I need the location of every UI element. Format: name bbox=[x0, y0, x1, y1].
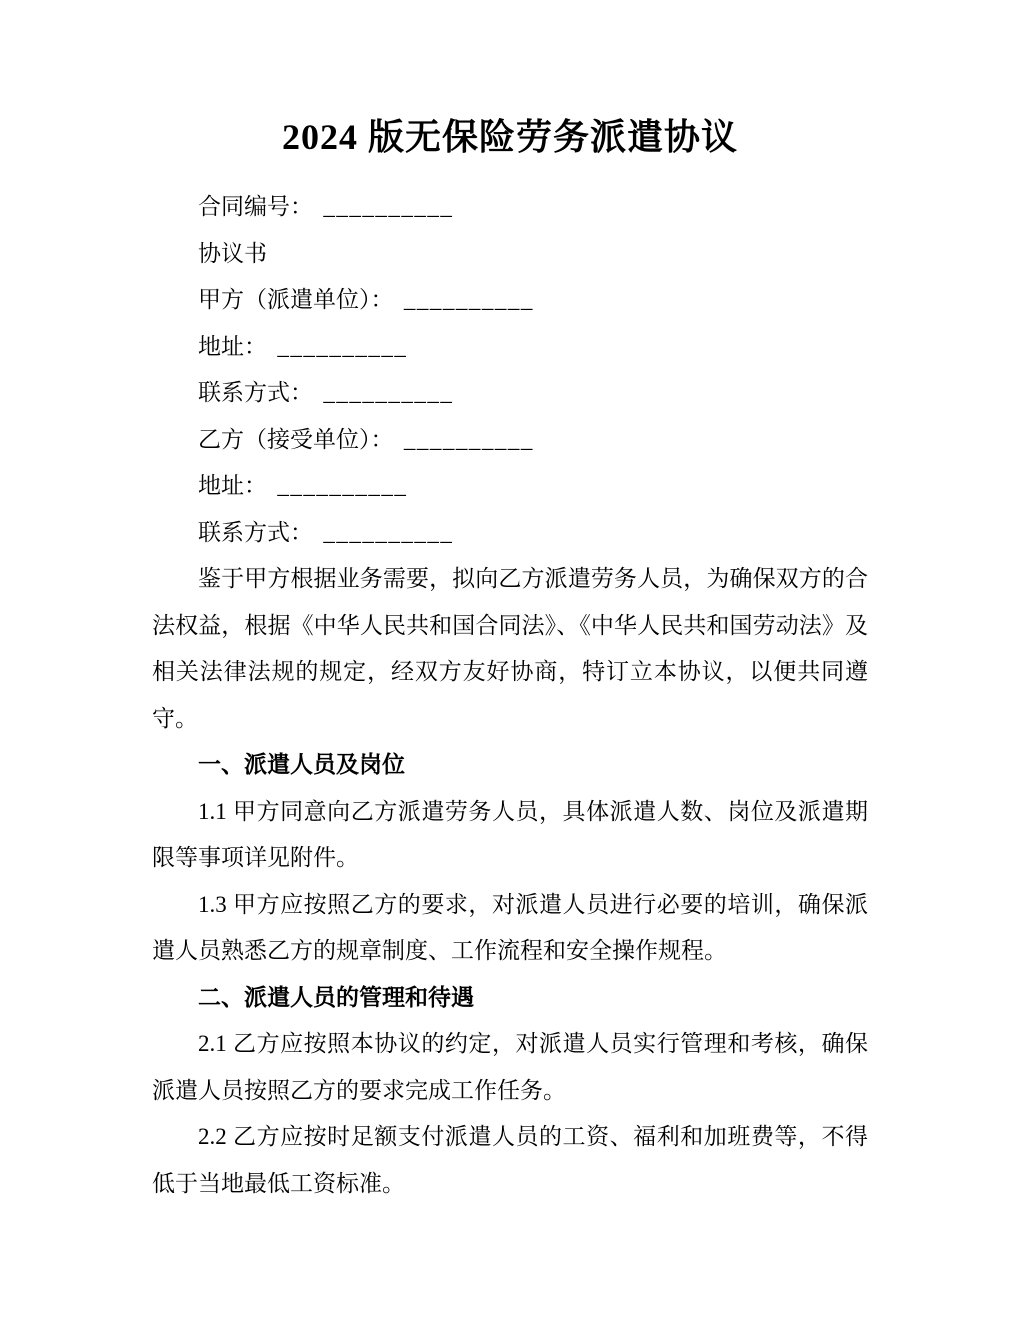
party-a-contact-line bbox=[152, 370, 868, 417]
party-b-label: 乙方（接受单位）： bbox=[198, 426, 394, 452]
party-b-contact-line bbox=[152, 510, 868, 557]
party-a-line bbox=[152, 277, 868, 324]
party-a-contact-label: 联系方式： bbox=[198, 380, 313, 405]
party-a-blank: __________ bbox=[403, 287, 534, 312]
contract-number-label: 合同编号： bbox=[198, 194, 313, 219]
party-a-address-label: 地址： bbox=[198, 333, 267, 359]
section-1-heading: 一、派遣人员及岗位 bbox=[198, 752, 405, 777]
document-body bbox=[152, 184, 868, 1207]
clause-1-3: 1.3 甲方应按照乙方的要求，对派遣人员进行必要的培训，确保派遣人员熟悉乙方的规章制度、工作流程和安全操作规程。 bbox=[152, 891, 868, 963]
party-b-contact-label: 联系方式： bbox=[198, 519, 313, 545]
clause-1-1: 1.1 甲方同意向乙方派遣劳务人员，具体派遣人数、岗位及派遣期限等事项详见附件。 bbox=[152, 798, 868, 870]
party-b-contact-blank: __________ bbox=[323, 519, 454, 545]
contract-number-line bbox=[152, 184, 868, 231]
party-b-blank: __________ bbox=[403, 426, 534, 452]
preamble-paragraph: 鉴于甲方根据业务需要，拟向乙方派遣劳务人员，为确保双方的合法权益，根据《中华人民共和国合同法》、《中华人民共和国劳动法》及相关法律法规的规定，经双方友好协商，特订立本协议，以便共同遵守。 bbox=[152, 566, 868, 731]
agreement-doc-label-line bbox=[152, 231, 868, 278]
section-2-heading: 二、派遣人员的管理和待遇 bbox=[198, 984, 474, 1010]
party-a-address-line bbox=[152, 324, 868, 371]
party-b-address-blank: __________ bbox=[277, 473, 408, 498]
contract-number-blank: __________ bbox=[323, 194, 454, 219]
agreement-doc-label: 协议书 bbox=[198, 240, 267, 266]
party-a-label: 甲方（派遣单位）： bbox=[198, 287, 394, 312]
party-b-line bbox=[152, 417, 868, 464]
party-a-address-blank: __________ bbox=[277, 333, 408, 359]
clause-2-1: 2.1 乙方应按照本协议的约定，对派遣人员实行管理和考核，确保派遣人员按照乙方的要求完成工作任务。 bbox=[152, 1031, 868, 1103]
party-b-address-label: 地址： bbox=[198, 473, 267, 498]
document-title: 2024 版无保险劳务派遣协议 bbox=[281, 117, 738, 157]
clause-2-2: 2.2 乙方应按时足额支付派遣人员的工资、福利和加班费等，不得低于当地最低工资标准。 bbox=[152, 1124, 868, 1196]
party-a-contact-blank: __________ bbox=[323, 380, 454, 405]
party-b-address-line bbox=[152, 463, 868, 510]
